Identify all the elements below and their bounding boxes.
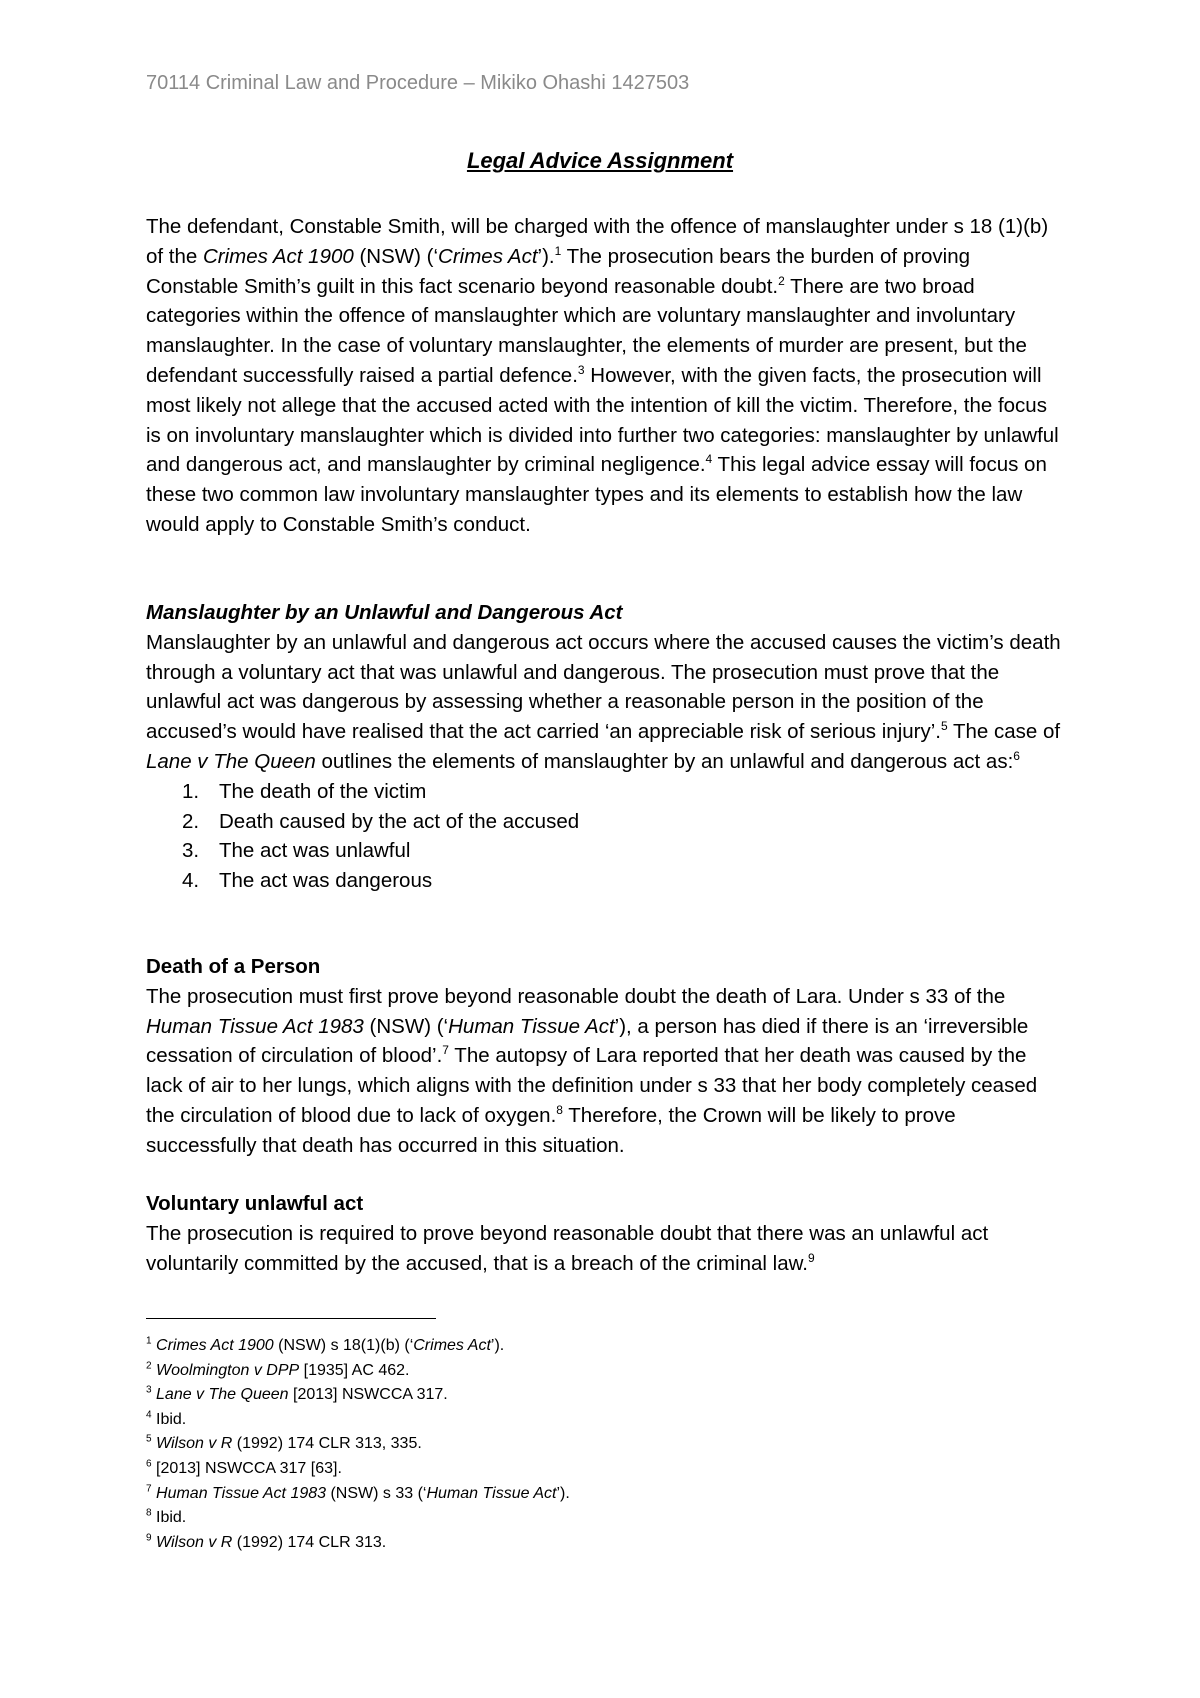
list-item xyxy=(146,836,1061,866)
footnote-number: 5 xyxy=(146,1434,152,1446)
footnote-ref: 9 xyxy=(808,1250,815,1265)
section-text: Human Tissue Act xyxy=(448,1014,615,1038)
section-unlawful-dangerous-act xyxy=(146,598,1061,896)
intro-text: However, with the given facts, the prosecution will most likely not allege that the accused acted with the intention of kill the victim. Therefore, the focus is on involuntary manslaughter which is divided into further two categories: manslaughter by unlawful and dangerous act, and manslaughter by criminal negligence. xyxy=(146,363,1059,477)
footnote-text: Ibid. xyxy=(151,1410,187,1428)
section-death-of-person xyxy=(146,952,1061,1161)
section-text: ’), a person has died if there is an ‘irreversible cessation of circulation of blood’. xyxy=(146,1014,1029,1068)
footnote-number: 3 xyxy=(146,1384,152,1396)
footnote-text: Woolmington v DPP xyxy=(156,1361,300,1379)
section-text: Therefore, the Crown will be likely to prove successfully that death has occurred in this situation. xyxy=(146,1103,956,1157)
elements-list xyxy=(146,777,1061,896)
footnote xyxy=(146,1408,1061,1433)
intro-text: (NSW) (‘ xyxy=(353,244,439,268)
footnote xyxy=(146,1432,1061,1457)
footnotes xyxy=(146,1334,1061,1555)
footnote-text: Human Tissue Act xyxy=(426,1484,557,1502)
list-number: 3. xyxy=(182,839,200,863)
footnote-text: (NSW) s 33 (‘ xyxy=(326,1484,427,1502)
footnote-ref: 7 xyxy=(442,1043,449,1058)
footnote xyxy=(146,1457,1061,1482)
footnote-number: 9 xyxy=(146,1532,152,1544)
footnote-ref: 4 xyxy=(705,452,713,467)
footnote-number: 7 xyxy=(146,1483,152,1495)
section-text: The prosecution is required to prove beyond reasonable doubt that there was an unlawful act voluntarily committed by the accused, that is a breach of the criminal law. xyxy=(146,1221,989,1275)
section-heading: Death of a Person xyxy=(146,955,321,978)
list-item-text: The death of the victim xyxy=(219,779,427,803)
footnote-number: 4 xyxy=(146,1409,152,1421)
footnote-text: (1992) 174 CLR 313, 335. xyxy=(232,1435,422,1453)
footnote-text: Ibid. xyxy=(151,1509,187,1527)
section-text: Human Tissue Act 1983 xyxy=(146,1014,364,1038)
list-number: 4. xyxy=(182,869,200,893)
intro-text: Crimes Act 1900 xyxy=(203,244,354,268)
section-voluntary-unlawful-act xyxy=(146,1189,1061,1278)
list-number: 2. xyxy=(182,809,200,833)
footnote-text: Crimes Act xyxy=(413,1337,491,1354)
footnote-text: Human Tissue Act 1983 xyxy=(156,1484,327,1502)
section-text: (NSW) (‘ xyxy=(363,1014,449,1038)
list-item-text: The act was unlawful xyxy=(219,839,411,863)
page-header: 70114 Criminal Law and Procedure – Mikiko Ohashi 1427503 xyxy=(146,72,690,94)
footnote-number: 8 xyxy=(146,1507,152,1519)
list-item xyxy=(146,866,1061,896)
intro-text: The defendant, Constable Smith, will be charged with the offence of manslaughter under s 18 (1)(b) of the xyxy=(146,215,1049,268)
footnote-ref: 2 xyxy=(778,273,785,288)
footnote-separator xyxy=(146,1318,436,1319)
intro-text: The prosecution bears the burden of proving Constable Smith’s guilt in this fact scenario beyond reasonable doubt. xyxy=(146,244,971,298)
footnote-text: Crimes Act 1900 xyxy=(156,1337,274,1354)
footnote-text: Lane v The Queen xyxy=(156,1386,289,1404)
footnote-ref: 1 xyxy=(554,243,562,258)
list-item xyxy=(146,777,1061,807)
intro-paragraph xyxy=(146,212,1061,540)
footnote-number: 6 xyxy=(146,1458,152,1470)
footnote-text: [1935] AC 462. xyxy=(299,1361,410,1379)
document-title: Legal Advice Assignment xyxy=(466,148,734,173)
footnote-ref: 3 xyxy=(577,363,585,378)
footnote-text: (NSW) s 18(1)(b) (‘ xyxy=(273,1337,414,1354)
section-heading: Manslaughter by an Unlawful and Dangerous Act xyxy=(146,601,623,624)
section-text: outlines the elements of manslaughter by an unlawful and dangerous act as: xyxy=(315,749,1014,773)
footnote-text: Wilson v R xyxy=(156,1533,233,1551)
footnote xyxy=(146,1482,1061,1507)
footnote-text: Wilson v R xyxy=(156,1435,233,1453)
footnote-number: 2 xyxy=(146,1360,152,1372)
section-text: Lane v The Queen xyxy=(146,749,316,773)
intro-text: This legal advice essay will focus on these two common law involuntary manslaughter types and its elements to establish how the law would apply to Constable Smith’s conduct. xyxy=(146,453,1047,536)
section-text: Manslaughter by an unlawful and dangerous act occurs where the accused causes the victim’s death through a voluntary act that was unlawful and dangerous. The prosecution must prove that the unlawful act was dangerous by assessing whether a reasonable person in the position of the accused’s would have realised that the act carried ‘an appreciable risk of serious injury’. xyxy=(146,630,1061,744)
list-number: 1. xyxy=(182,779,200,803)
footnote-ref: 5 xyxy=(941,719,948,734)
section-text: The prosecution must first prove beyond reasonable doubt the death of Lara. Under s 33 of the xyxy=(146,984,1006,1008)
intro-text: Crimes Act xyxy=(438,244,538,268)
footnote-text: ’). xyxy=(490,1337,505,1354)
list-item-text: Death caused by the act of the accused xyxy=(219,809,580,833)
footnote xyxy=(146,1383,1061,1408)
section-heading: Voluntary unlawful act xyxy=(146,1192,364,1215)
list-item-text: The act was dangerous xyxy=(219,869,433,893)
footnote-ref: 6 xyxy=(1013,749,1020,764)
footnote-text: [2013] NSWCCA 317 [63]. xyxy=(151,1459,342,1477)
footnote xyxy=(146,1359,1061,1384)
section-text: The autopsy of Lara reported that her death was caused by the lack of air to her lungs, which aligns with the definition under s 33 that her body completely ceased the circulation of blood due to lack of oxygen. xyxy=(146,1044,1038,1127)
intro-text: There are two broad categories within the offence of manslaughter which are voluntary manslaughter and involuntary manslaughter. In the case of voluntary manslaughter, the elements of murder are present, but the defendant successfully raised a partial defence. xyxy=(146,274,1027,387)
footnote xyxy=(146,1506,1061,1531)
intro-text: ’). xyxy=(537,244,555,268)
footnote xyxy=(146,1334,1061,1359)
section-text: The case of xyxy=(947,720,1061,744)
footnote-text: [2013] NSWCCA 317. xyxy=(288,1386,448,1404)
list-item xyxy=(146,807,1061,837)
footnote xyxy=(146,1531,1061,1556)
footnote-text: ’). xyxy=(556,1484,570,1502)
footnote-text: (1992) 174 CLR 313. xyxy=(232,1533,387,1551)
footnote-ref: 8 xyxy=(556,1103,563,1118)
footnote-number: 1 xyxy=(146,1335,152,1347)
